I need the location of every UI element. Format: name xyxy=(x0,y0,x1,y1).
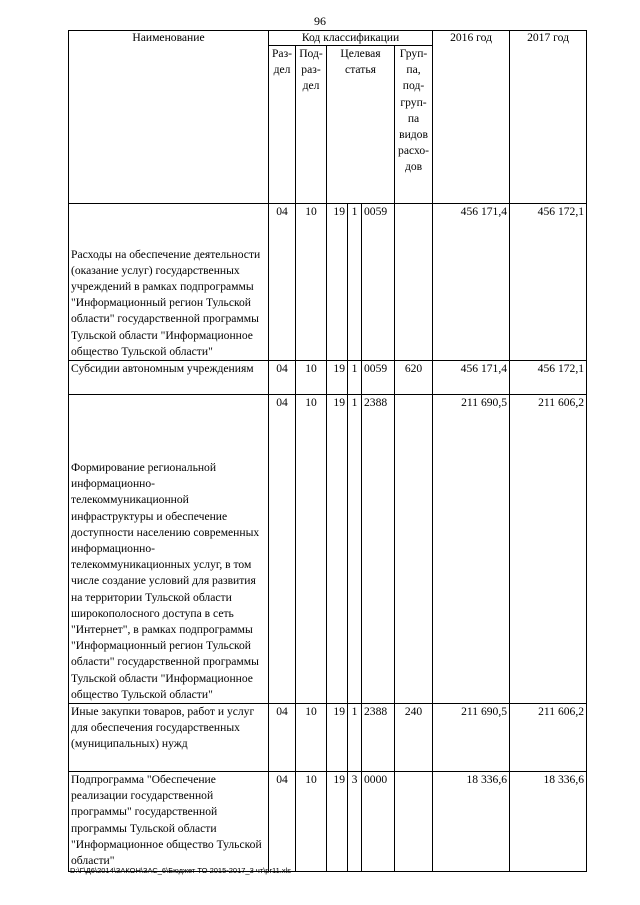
table-row xyxy=(69,361,587,395)
row-razdel: 04 xyxy=(269,204,296,361)
row-target-part3: 2388 xyxy=(362,395,395,704)
row-target-part2: 1 xyxy=(348,204,362,361)
row-value-2017: 18 336,6 xyxy=(510,772,587,872)
row-podrazdel: 10 xyxy=(296,704,327,772)
col-header-2016: 2016 год xyxy=(433,31,510,204)
row-target-part1: 19 xyxy=(327,772,348,872)
row-razdel: 04 xyxy=(269,361,296,395)
budget-table xyxy=(68,30,587,872)
row-target-part1: 19 xyxy=(327,704,348,772)
col-header-name: Наименование xyxy=(69,31,269,204)
row-razdel: 04 xyxy=(269,395,296,704)
row-target-part1: 19 xyxy=(327,204,348,361)
row-name: Иные закупки товаров, работ и услуг для обеспечения государственных (муниципальных) нужд xyxy=(69,704,269,772)
row-target-part2: 3 xyxy=(348,772,362,872)
row-podrazdel: 10 xyxy=(296,204,327,361)
row-name: Субсидии автономным учреждениям xyxy=(69,361,269,395)
row-expense-group xyxy=(395,204,433,361)
table-row xyxy=(69,204,587,361)
row-value-2016: 456 171,4 xyxy=(433,204,510,361)
col-header-target-article: Целевая статья xyxy=(327,46,395,204)
col-header-razdel: Раз-дел xyxy=(269,46,296,204)
row-expense-group: 620 xyxy=(395,361,433,395)
table-row xyxy=(69,395,587,704)
row-target-part3: 0059 xyxy=(362,204,395,361)
row-value-2017: 211 606,2 xyxy=(510,704,587,772)
table-row xyxy=(69,772,587,872)
row-expense-group: 240 xyxy=(395,704,433,772)
col-header-2017: 2017 год xyxy=(510,31,587,204)
col-header-podrazdel: Под-раз-дел xyxy=(296,46,327,204)
row-target-part2: 1 xyxy=(348,361,362,395)
row-podrazdel: 10 xyxy=(296,772,327,872)
row-value-2017: 456 172,1 xyxy=(510,361,587,395)
row-target-part2: 1 xyxy=(348,395,362,704)
row-podrazdel: 10 xyxy=(296,395,327,704)
row-podrazdel: 10 xyxy=(296,361,327,395)
row-value-2016: 18 336,6 xyxy=(433,772,510,872)
row-value-2016: 211 690,5 xyxy=(433,704,510,772)
col-header-expense-group: Груп-па, под-груп-па видов расхо-дов xyxy=(395,46,433,204)
row-target-part1: 19 xyxy=(327,395,348,704)
row-target-part3: 0059 xyxy=(362,361,395,395)
table-row xyxy=(69,704,587,772)
row-razdel: 04 xyxy=(269,772,296,872)
row-expense-group xyxy=(395,395,433,704)
page-number: 96 xyxy=(314,14,326,28)
row-razdel: 04 xyxy=(269,704,296,772)
row-target-part1: 19 xyxy=(327,361,348,395)
row-value-2016: 456 171,4 xyxy=(433,361,510,395)
row-value-2016: 211 690,5 xyxy=(433,395,510,704)
row-name: Расходы на обеспечение деятельности (оказание услуг) государственных учреждений в рамках подпрограммы "Информационный регион Тульской области" государственной программы Тульской области "Информационное общество Тульской области" xyxy=(69,204,269,361)
row-value-2017: 456 172,1 xyxy=(510,204,587,361)
row-name: Формирование региональной информационно-телекоммуникационной инфраструктуры и обеспечение доступности населению современных информационно-телекоммуникационных услуг, в том числе создание условий для развития на территории Тульской области широкополосного доступа в сеть "Интернет", в рамках подпрограммы "Информационный регион Тульской области" государственной программы Тульской области "Информационное общество Тульской области" xyxy=(69,395,269,704)
row-target-part3: 2388 xyxy=(362,704,395,772)
row-expense-group xyxy=(395,772,433,872)
row-value-2017: 211 606,2 xyxy=(510,395,587,704)
row-target-part3: 0000 xyxy=(362,772,395,872)
file-path-footer: D:\Г\Д6\2014\ЗАКОН\ЗАС_6\Бюджет ТО 2015-2017_3 чт\pr11.xls xyxy=(70,866,291,875)
row-name: Подпрограмма "Обеспечение реализации государственной программы" государственной программы Тульской области "Информационное общество Тульской области" xyxy=(69,772,269,872)
row-target-part2: 1 xyxy=(348,704,362,772)
col-header-code: Код классификации xyxy=(269,31,433,46)
